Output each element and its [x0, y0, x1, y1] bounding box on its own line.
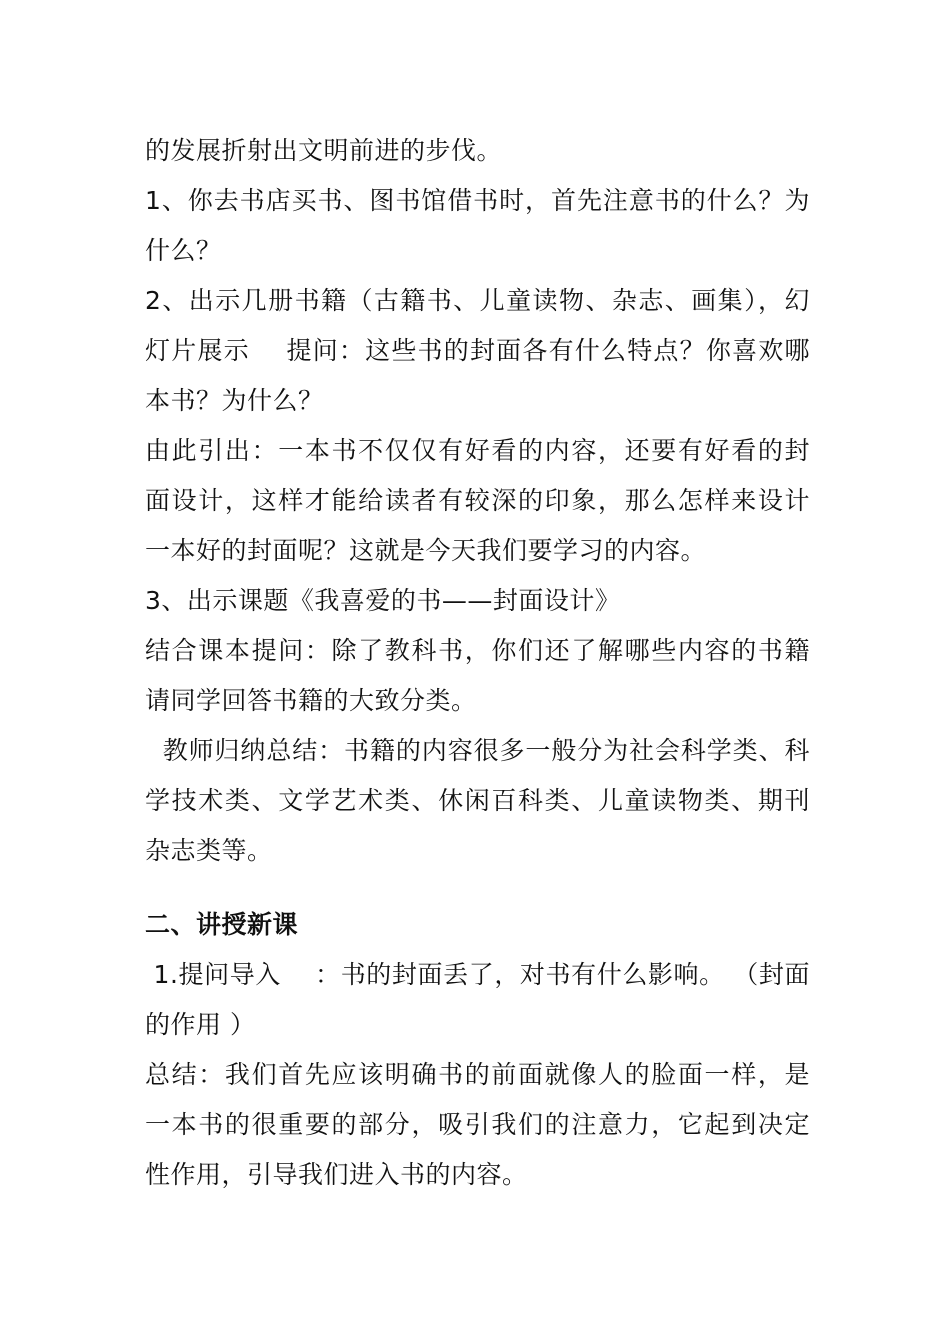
paragraph-line: 面设计，这样才能给读者有较深的印象，那么怎样来设计 [145, 486, 810, 515]
document-body [145, 126, 810, 1200]
paragraph-line: 1.提问导入 ：书的封面丢了，对书有什么影响。 （封面 [145, 960, 810, 989]
paragraph-line: 由此引出：一本书不仅仅有好看的内容，还要有好看的封 [145, 436, 810, 465]
paragraph-line: 什么？ [145, 236, 222, 265]
paragraph-line: 杂志类等。 [145, 836, 273, 865]
paragraph-line: 的作用 ） [145, 1010, 256, 1039]
section-heading: 二、讲授新课 [145, 910, 299, 939]
paragraph-line: 学技术类、文学艺术类、休闲百科类、儿童读物类、期刊 [145, 786, 810, 815]
paragraph-line: 一本好的封面呢？这就是今天我们要学习的内容。 [145, 536, 707, 565]
paragraph-line: 总结：我们首先应该明确书的前面就像人的脸面一样，是 [145, 1060, 810, 1089]
paragraph-line: 性作用，引导我们进入书的内容。 [145, 1160, 528, 1189]
paragraph-line: 本书？为什么？ [145, 386, 324, 415]
paragraph-line: 3、出示课题《我喜爱的书——封面设计》 [145, 586, 621, 615]
paragraph-line: 教师归纳总结：书籍的内容很多一般分为社会科学类、科 [145, 736, 810, 765]
paragraph-line: 一本书的很重要的部分，吸引我们的注意力，它起到决定 [145, 1110, 810, 1139]
paragraph-line: 灯片展示 提问：这些书的封面各有什么特点？你喜欢哪 [145, 336, 810, 365]
paragraph-line: 结合课本提问：除了教科书，你们还了解哪些内容的书籍 [145, 636, 810, 665]
section-gap [145, 876, 810, 900]
paragraph-line: 请同学回答书籍的大致分类。 [145, 686, 477, 715]
paragraph-line: 2、出示几册书籍（古籍书、儿童读物、杂志、画集），幻 [145, 286, 810, 315]
paragraph-line: 1、你去书店买书、图书馆借书时，首先注意书的什么？为 [145, 186, 810, 215]
paragraph-line: 的发展折射出文明前进的步伐。 [145, 136, 503, 165]
